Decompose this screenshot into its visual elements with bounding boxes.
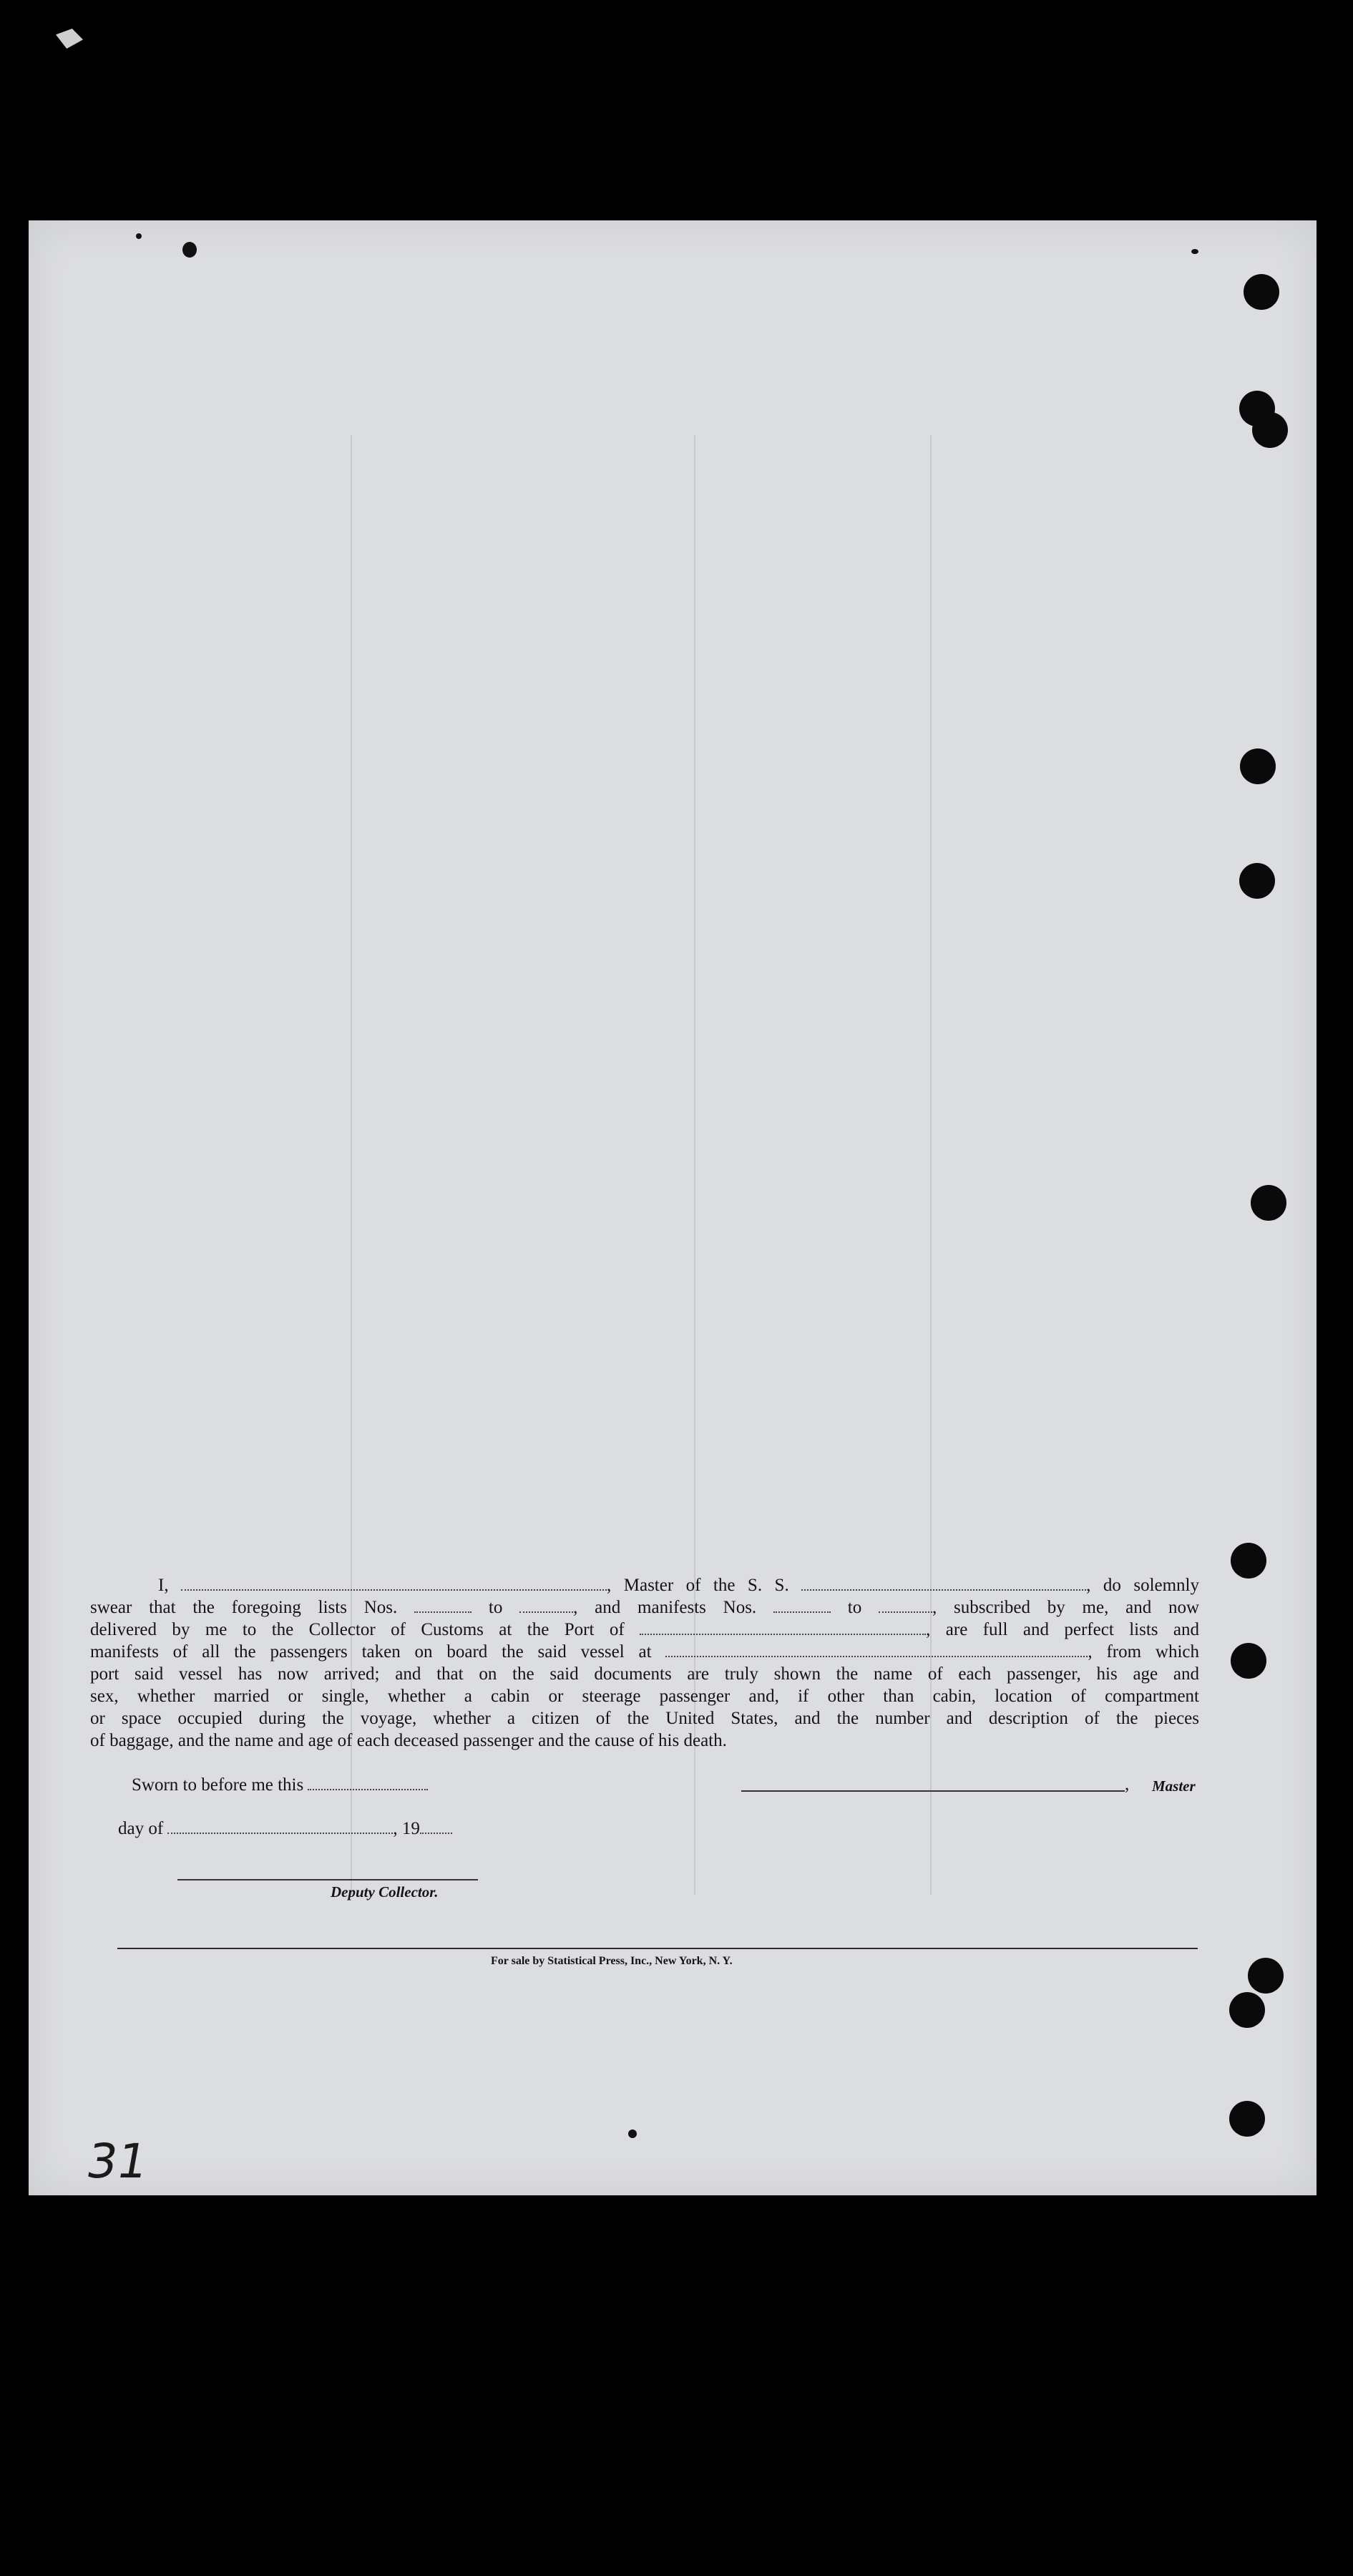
oath-line-2	[90, 1596, 1199, 1619]
oath-line-6: sex, whether married or single, whether a cabin or steerage passenger and, if other than cabin, location of compartment	[90, 1687, 1199, 1706]
sig-comma: ,	[1125, 1775, 1130, 1794]
punch-hole	[1229, 2101, 1265, 2137]
oath-text: manifests of all the passengers taken on board the said vessel at	[90, 1642, 652, 1662]
oath-line-4	[90, 1641, 1199, 1663]
master-signature-line	[741, 1790, 1125, 1792]
oath-paragraph	[90, 1574, 1199, 1752]
manifests-from-blank	[773, 1597, 831, 1613]
ink-spot	[182, 242, 197, 258]
year-prefix-text: , 19	[393, 1819, 420, 1838]
ink-spot	[1191, 249, 1198, 254]
oath-line-5: port said vessel has now arrived; and that on the said documents are truly shown the name of each passenger, his age and	[90, 1664, 1199, 1684]
year-blank	[420, 1818, 452, 1834]
day-of-row	[118, 1818, 452, 1839]
ink-spot	[628, 2129, 637, 2138]
oath-text: , subscribed by me, and now	[932, 1598, 1200, 1617]
oath-line-8: of baggage, and the name and age of each deceased passenger and the cause of his death.	[90, 1731, 727, 1750]
oath-text: I,	[158, 1576, 169, 1595]
port-blank	[640, 1619, 926, 1635]
deputy-collector-label: Deputy Collector.	[331, 1883, 439, 1901]
master-label: Master	[1152, 1777, 1196, 1795]
month-blank	[167, 1818, 393, 1834]
deputy-signature-line	[177, 1879, 478, 1880]
oath-line-1	[90, 1574, 1199, 1596]
sworn-label	[132, 1775, 428, 1795]
footer-rule	[117, 1948, 1198, 1949]
manifest-sheet	[29, 220, 1317, 2195]
oath-text: swear that the foregoing lists Nos.	[90, 1598, 398, 1617]
oath-text: , Master of the S. S.	[607, 1576, 789, 1595]
sworn-day-blank	[308, 1775, 428, 1790]
punch-hole	[1239, 863, 1275, 899]
manifests-to-blank	[879, 1597, 932, 1613]
oath-text: to	[488, 1598, 503, 1617]
punch-hole	[1248, 1958, 1284, 1994]
oath-text: , from which	[1088, 1642, 1200, 1662]
punch-hole	[1252, 412, 1288, 448]
punch-hole	[1229, 1992, 1265, 2028]
oath-text: , and manifests Nos.	[573, 1598, 757, 1617]
oath-line-7: or space occupied during the voyage, whether a citizen of the United States, and the number and description of the pieces	[90, 1709, 1199, 1728]
handwritten-page-number: 31	[82, 2134, 152, 2189]
punch-hole	[1231, 1643, 1266, 1679]
oath-line-3	[90, 1619, 1199, 1641]
oath-text: , do solemnly	[1086, 1576, 1200, 1595]
oath-text: , are full and perfect lists and	[926, 1620, 1200, 1639]
master-name-blank	[181, 1575, 607, 1591]
oath-text: delivered by me to the Collector of Customs at the Port of	[90, 1620, 625, 1639]
printer-imprint: For sale by Statistical Press, Inc., New York, N. Y.	[491, 1955, 733, 1967]
ship-name-blank	[801, 1575, 1086, 1591]
lists-from-blank	[414, 1597, 472, 1613]
punch-hole	[1251, 1185, 1286, 1221]
corner-scan-mark	[56, 29, 83, 49]
departure-port-blank	[665, 1641, 1088, 1657]
sworn-text: Sworn to before me this	[132, 1775, 304, 1795]
ink-spot	[136, 233, 142, 239]
lists-to-blank	[519, 1597, 573, 1613]
punch-hole	[1240, 748, 1276, 784]
oath-text: to	[847, 1598, 862, 1617]
punch-hole	[1231, 1543, 1266, 1579]
day-of-text: day of	[118, 1819, 164, 1838]
punch-hole	[1244, 274, 1279, 310]
